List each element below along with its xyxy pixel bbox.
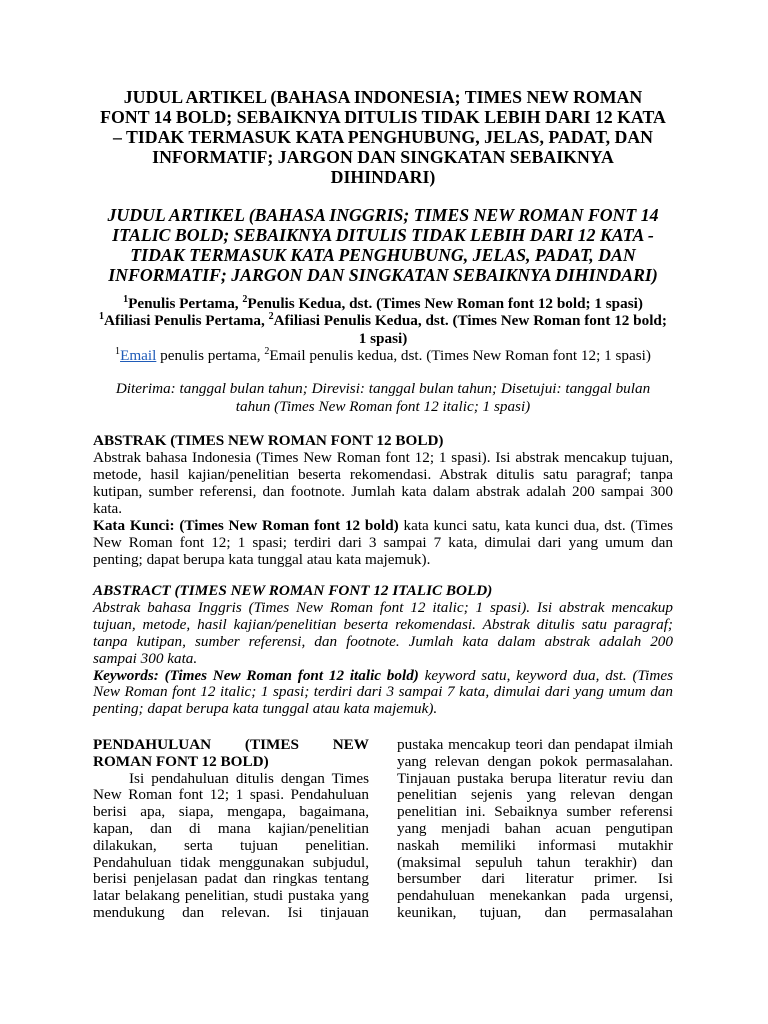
author-affiliations (93, 312, 673, 329)
dates-line: tahun (Times New Roman font 12 italic; 1 spasi) (235, 397, 531, 415)
keywords-text: keyword satu, keyword dua, dst. (Times (424, 666, 673, 684)
author-first-name: Penulis Pertama, (128, 295, 239, 312)
affiliation-other: Afiliasi Penulis Kedua, dst. (Times New Roman font 12 bold; (273, 312, 667, 330)
pendahuluan-line: keunikan, tujuan, dan permasalahan (397, 903, 673, 921)
email-other-text: Email penulis kedua, dst. (Times New Roman font 12; 1 spasi) (269, 346, 651, 364)
abstract-line: sampai 300 kata. (93, 649, 198, 667)
pendahuluan-line: yang relevan dengan pokok permasalahan. (397, 752, 673, 770)
kata-kunci-label: Kata Kunci: (Times New Roman font 12 bold) (93, 517, 399, 534)
email-index: 1 (115, 345, 121, 357)
pendahuluan-line: yang menjadi bahan acuan pengutipan (397, 819, 673, 837)
title-english-line: TIDAK TERMASUK KATA PENGHUBUNG, JELAS, PADAT, DAN (130, 245, 636, 265)
pendahuluan-heading: PENDAHULUAN (TIMES NEW (93, 736, 369, 753)
title-english-line: JUDUL ARTIKEL (BAHASA INGGRIS; TIMES NEW ROMAN FONT 14 (107, 205, 659, 225)
keywords-line (93, 668, 673, 685)
email-first-text: penulis pertama, (160, 346, 261, 364)
title-indonesian-line: FONT 14 BOLD; SEBAIKNYA DITULIS TIDAK LEBIH DARI 12 KATA (100, 107, 666, 127)
email-index: 2 (264, 345, 270, 357)
pendahuluan-left-column (93, 737, 369, 922)
pendahuluan-line: Pendahuluan tidak menggunakan subjudul, (93, 853, 369, 871)
title-indonesian-line: – TIDAK TERMASUK KATA PENGHUBUNG, JELAS, PADAT, DAN (112, 127, 654, 147)
pendahuluan-line: penelitian ini. Sebaiknya sumber referensi (397, 803, 673, 821)
abstrak-heading: ABSTRAK (TIMES NEW ROMAN FONT 12 BOLD) (93, 432, 444, 449)
keywords-label: Keywords: (Times New Roman font 12 italic bold) (93, 666, 419, 684)
title-indonesian-line: DIHINDARI) (330, 167, 436, 187)
abstract-section (93, 583, 673, 718)
submission-dates (93, 380, 673, 415)
abstract-line: tanpa kutipan, sumber referensi, dan footnote. Jumlah kata dalam abstrak adalah 200 (93, 632, 673, 650)
kata-kunci-line: penting; dapat berupa kata tunggal atau kata majemuk). (93, 551, 431, 568)
keywords-line: penting; dapat berupa kata tunggal atau kata majemuk). (93, 700, 438, 718)
author-index: 2 (242, 293, 248, 305)
pendahuluan-line: naskah memiliki informasi mutakhir (397, 836, 673, 854)
pendahuluan-line: kapan, dan di mana kajian/penelitian (93, 819, 369, 837)
author-index: 1 (123, 293, 129, 305)
keywords-line: New Roman font 12 italic; 1 spasi; terdiri dari 3 sampai 7 kata, dimulai dari yang umum dan (93, 683, 673, 701)
pendahuluan-line: berisi apa, siapa, mengapa, bagaimana, (93, 803, 369, 821)
pendahuluan-line: latar belakang penelitian, studi pustaka yang (93, 887, 369, 905)
pendahuluan-line: bersumber dari literatur primer. Isi (397, 870, 673, 888)
kata-kunci-line: New Roman font 12; 1 spasi; terdiri dari 3 sampai 7 kata, dimulai dari yang umum dan (93, 534, 673, 551)
email-link[interactable]: Email (120, 346, 157, 364)
author-emails (93, 347, 673, 364)
author-names (93, 295, 673, 312)
abstract-line: Abstrak bahasa Inggris (Times New Roman font 12 italic; 1 spasi). Isi abstrak mencakup (93, 598, 673, 616)
abstrak-line: metode, hasil kajian/penelitian beserta rekomendasi. Abstrak ditulis satu paragraf; tanpa (93, 466, 673, 483)
pendahuluan-line: dilakukan, serta tujuan penelitian. (93, 836, 369, 854)
abstract-heading: ABSTRACT (TIMES NEW ROMAN FONT 12 ITALIC BOLD) (93, 582, 493, 599)
pendahuluan-right-column (397, 737, 673, 922)
abstract-line: tujuan, metode, hasil kajian/penelitian beserta rekomendasi. Abstrak ditulis satu paragraf; (93, 615, 673, 633)
author-affiliations-continued: 1 spasi) (358, 329, 408, 347)
affiliation-index: 1 (99, 311, 105, 323)
pendahuluan-line: penelitian sejenis yang relevan dengan (397, 786, 673, 804)
pendahuluan-line: (maksimal sepuluh tahun terakhir) dan (397, 853, 673, 871)
author-block (93, 295, 673, 364)
abstrak-line: Abstrak bahasa Indonesia (Times New Roman font 12; 1 spasi). Isi abstrak mencakup tujuan, (93, 449, 673, 466)
title-english (93, 205, 673, 285)
pendahuluan-line: Isi pendahuluan ditulis dengan Times (129, 769, 369, 787)
pendahuluan-line: mendukung dan relevan. Isi tinjauan (93, 903, 369, 921)
title-indonesian-line: INFORMATIF; JARGON DAN SINGKATAN SEBAIKNYA (152, 147, 614, 167)
affiliation-first: Afiliasi Penulis Pertama, (104, 312, 265, 330)
pendahuluan-line: berisi penjelasan padat dan ringkas tentang (93, 870, 369, 888)
author-other-names: Penulis Kedua, dst. (Times New Roman font 12 bold; 1 spasi) (247, 295, 643, 312)
title-indonesian (93, 87, 673, 187)
affiliation-index: 2 (268, 311, 274, 323)
abstrak-section (93, 432, 673, 568)
title-indonesian-line: JUDUL ARTIKEL (BAHASA INDONESIA; TIMES NEW ROMAN (123, 87, 643, 107)
dates-line: Diterima: tanggal bulan tahun; Direvisi: tanggal bulan tahun; Disetujui: tanggal bulan (115, 380, 651, 397)
title-english-line: ITALIC BOLD; SEBAIKNYA DITULIS TIDAK LEBIH DARI 12 KATA - (112, 225, 654, 245)
title-english-line: INFORMATIF; JARGON DAN SINGKATAN SEBAIKNYA DIHINDARI) (108, 265, 658, 285)
abstrak-line: kata. (93, 500, 123, 517)
abstrak-line: kutipan, sumber referensi, dan footnote. Jumlah kata dalam abstrak adalah 200 sampai 300 (93, 483, 673, 500)
kata-kunci-text: kata kunci satu, kata kunci dua, dst. (Times (403, 517, 673, 534)
kata-kunci-line (93, 517, 673, 534)
pendahuluan-line: New Roman font 12; 1 spasi. Pendahuluan (93, 786, 369, 804)
pendahuluan-line: pendahuluan menekankan pada urgensi, (397, 887, 673, 905)
pendahuluan-line: pustaka mencakup teori dan pendapat ilmiah (397, 736, 673, 753)
pendahuluan-line: Tinjauan pustaka berupa literatur reviu dan (397, 769, 673, 787)
pendahuluan-heading: ROMAN FONT 12 BOLD) (93, 752, 269, 770)
